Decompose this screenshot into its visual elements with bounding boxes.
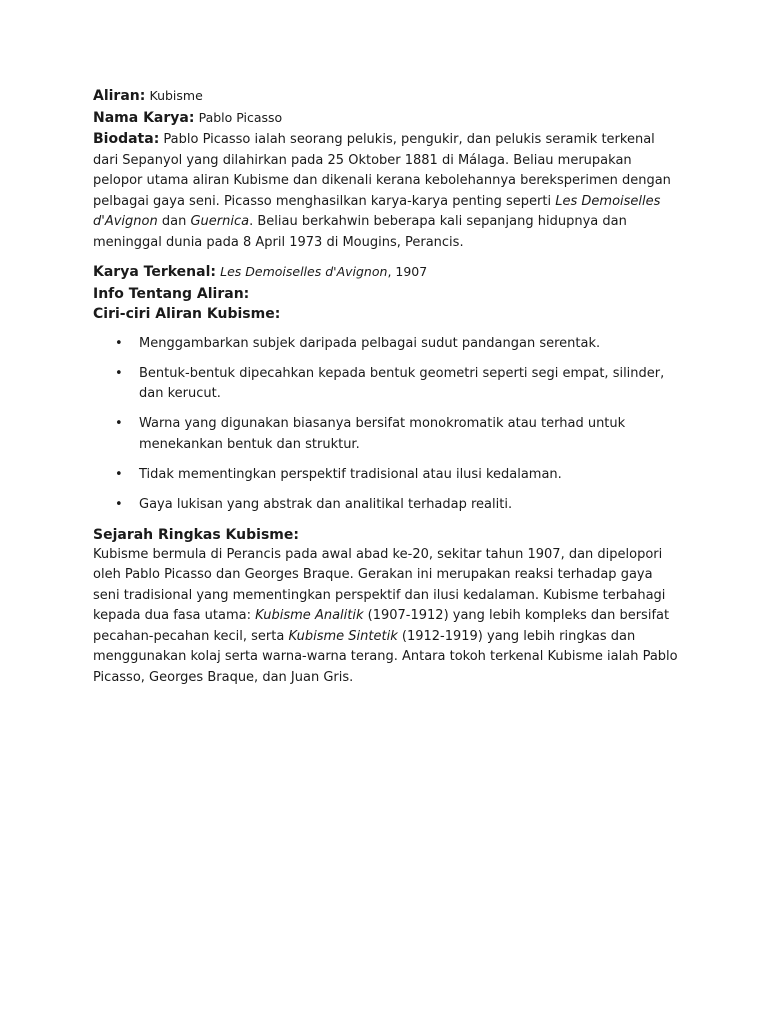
sejarah-paragraph [93,545,683,689]
aliran-label: Aliran: [93,88,146,104]
nama-karya-line [93,108,683,130]
bullet-icon: • [115,496,123,512]
info-heading: Info Tentang Aliran: [93,285,250,302]
sejarah-italic-1: Kubisme Analitik [255,608,364,623]
list-item [93,495,683,516]
bullet-icon: • [115,365,123,381]
bullet-icon: • [115,335,123,351]
biodata-paragraph [93,129,683,253]
document-page [93,86,683,688]
list-item-text: Bentuk-bentuk dipecahkan kepada bentuk geometri seperti segi empat, silinder, dan kerucut. [139,365,665,401]
karya-terkenal-label: Karya Terkenal: [93,264,216,280]
biodata-label: Biodata: [93,131,160,147]
nama-karya-label: Nama Karya: [93,109,195,126]
list-item [93,364,683,405]
list-item-text: Menggambarkan subjek daripada pelbagai sudut pandangan serentak. [139,335,601,351]
sejarah-text-3: (1912-1919) yang lebih ringkas dan menggunakan kolaj serta warna-warna terang. Antara tokoh terkenal Kubisme ialah Pablo Picasso, Georges Braque, dan Juan Gris. [93,628,678,685]
bullet-icon: • [115,466,123,482]
biodata-text-2: dan [157,214,191,229]
list-item [93,414,683,455]
biodata-italic-2: Guernica [190,214,250,229]
karya-terkenal-title: Les Demoiselles d'Avignon [220,264,388,279]
biodata-italic-1: Les Demoiselles d'Avignon [93,193,661,229]
list-item [93,334,683,355]
nama-karya-value: Pablo Picasso [198,109,283,125]
list-item-text: Gaya lukisan yang abstrak dan analitikal terhadap realiti. [139,496,513,512]
karya-terkenal-year: , 1907 [387,264,428,279]
karya-terkenal-line [93,262,683,284]
ciri-heading: Ciri-ciri Aliran Kubisme: [93,305,281,322]
sejarah-text-1: Kubisme bermula di Perancis pada awal abad ke-20, sekitar tahun 1907, dan dipelopori oleh Pablo Picasso dan Georges Braque. Gerakan ini merupakan reaksi terhadap gaya seni tradisional yang mementingkan perspektif dan ilusi kedalaman. Kubisme terbahagi kepada dua fasa utama: [93,546,666,623]
list-item [93,465,683,486]
list-item-text: Tidak mementingkan perspektif tradisional atau ilusi kedalaman. [139,466,562,482]
sejarah-text-2: (1907-1912) yang lebih kompleks dan bersifat pecahan-pecahan kecil, serta [93,608,670,644]
bullet-icon: • [115,416,123,431]
sejarah-heading: Sejarah Ringkas Kubisme: [93,526,299,543]
aliran-line [93,86,683,108]
biodata-text-3: . Beliau berkahwin beberapa kali sepanjang hidupnya dan meninggal dunia pada 8 April 1973 di Mougins, Perancis. [93,214,627,250]
biodata-text-1: Pablo Picasso ialah seorang pelukis, pengukir, dan pelukis seramik terkenal dari Sepanyol yang dilahirkan pada 25 Oktober 1881 di Málaga. Beliau merupakan pelopor utama aliran Kubisme dan dikenali kerana kebolehannya bereksperimen dengan pelbagai gaya seni. Picasso menghasilkan karya-karya penting seperti [93,132,671,209]
aliran-value: Kubisme [149,88,203,103]
criteria-list [93,334,683,516]
sejarah-italic-2: Kubisme Sintetik [288,628,398,644]
list-item-text: Warna yang digunakan biasanya bersifat monokromatik atau terhad untuk menekankan bentuk dan struktur. [139,416,626,452]
